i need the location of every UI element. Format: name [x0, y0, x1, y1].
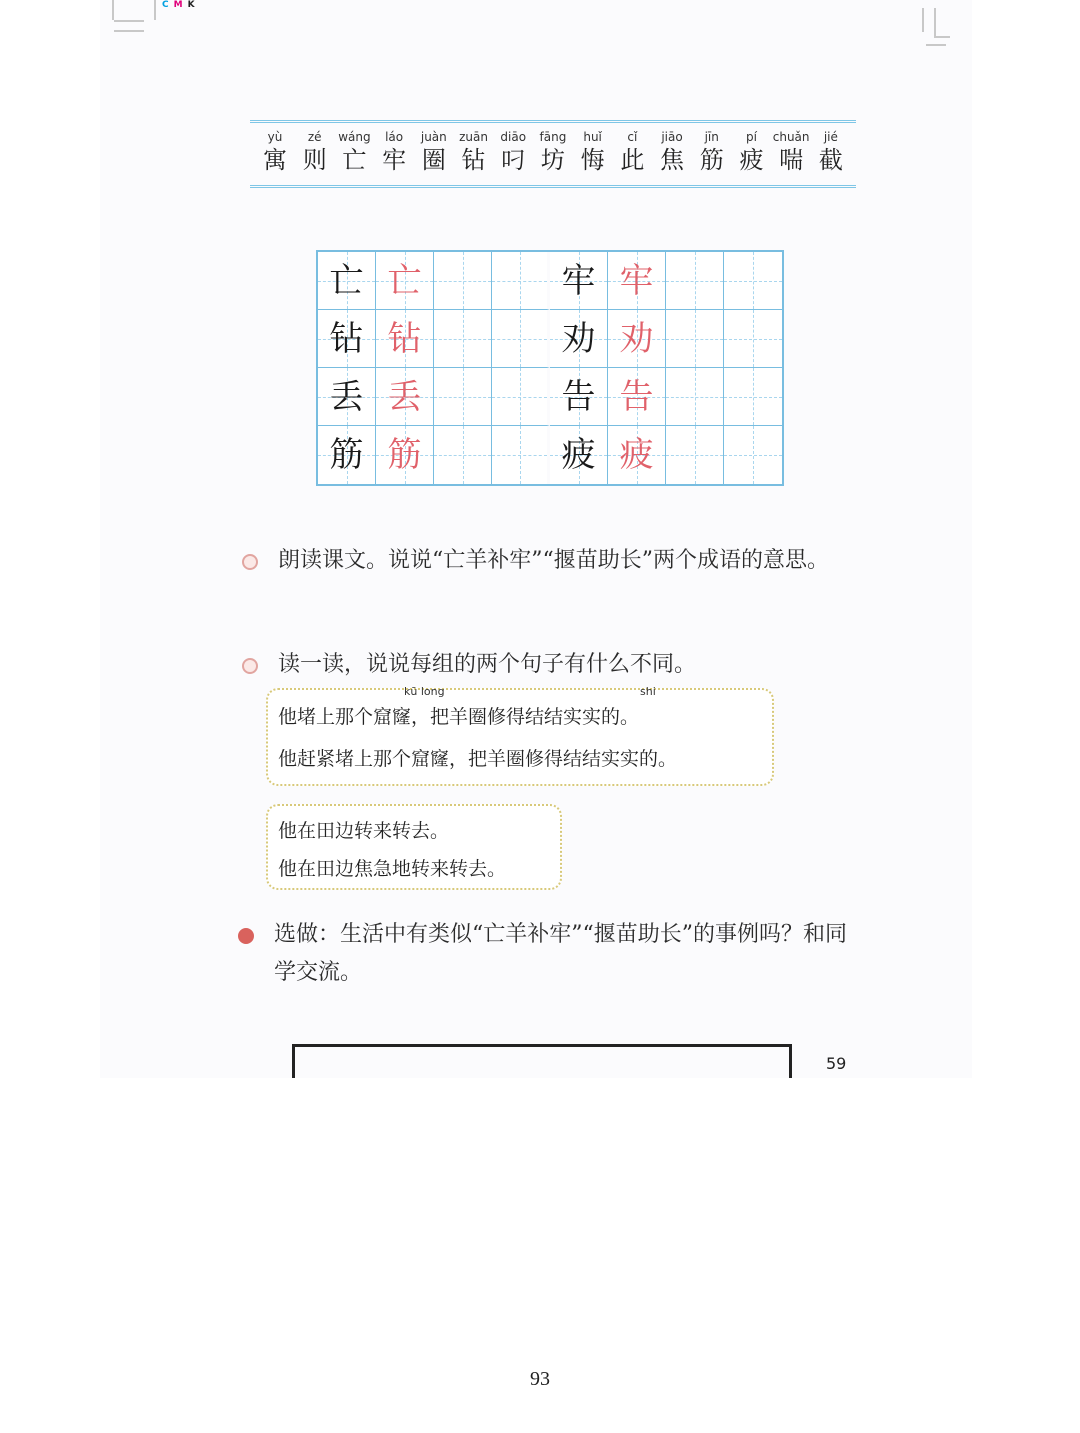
hanzi: 焦 — [660, 146, 685, 174]
pinyin: chuǎn — [772, 130, 810, 144]
hanzi: 坊 — [540, 146, 565, 174]
crop-mark — [934, 8, 936, 38]
hanzi: 疲 — [739, 146, 764, 174]
grid-cell-empty — [666, 310, 724, 368]
vocab-item — [256, 129, 294, 185]
grid-cell-trace: 筋 — [376, 426, 434, 484]
grid-cell-model: 劝 — [550, 310, 608, 368]
sentence-line: 他在田边转来转去。 — [278, 820, 450, 842]
grid-cell-empty — [492, 310, 550, 368]
vocab-item — [772, 129, 810, 185]
pinyin: zé — [307, 130, 322, 144]
character-writing-grid — [316, 250, 784, 486]
crop-mark — [922, 8, 924, 32]
hanzi: 则 — [302, 146, 327, 174]
grid-cell-empty — [666, 252, 724, 310]
question-bullet-icon — [242, 554, 258, 570]
vocab-item — [494, 129, 532, 185]
hanzi: 圈 — [421, 146, 446, 174]
pinyin: cǐ — [627, 130, 638, 144]
hanzi: 悔 — [580, 146, 605, 174]
grid-cell-empty — [724, 426, 782, 484]
grid-cell-empty — [724, 252, 782, 310]
grid-cell-empty — [492, 368, 550, 426]
vocab-item — [415, 129, 453, 185]
grid-cell-empty — [434, 310, 492, 368]
pinyin: yù — [267, 130, 283, 144]
hanzi: 亡 — [342, 146, 367, 174]
page-number: 93 — [530, 1368, 550, 1390]
question-bullet-icon — [242, 658, 258, 674]
vocab-bar — [250, 120, 856, 188]
sentence-line: kū long shi 他堵上那个窟窿，把羊圈修得结结实实的。 — [278, 685, 656, 728]
vocab-item — [693, 129, 731, 185]
question-bullet-icon — [238, 928, 254, 944]
book-page-number: 59 — [826, 1054, 847, 1073]
hanzi: 筋 — [699, 146, 724, 174]
vocab-item — [335, 129, 373, 185]
hanzi: 叼 — [501, 146, 526, 174]
pinyin: huǐ — [583, 130, 602, 144]
grid-cell-empty — [492, 252, 550, 310]
hanzi: 截 — [818, 146, 843, 174]
crop-mark — [936, 36, 950, 38]
hanzi: 喘 — [779, 146, 804, 174]
question-1 — [246, 542, 866, 580]
grid-cell-empty — [434, 426, 492, 484]
grid-cell-empty — [434, 252, 492, 310]
sentence-group-2 — [266, 804, 562, 890]
pinyin: jīn — [704, 130, 719, 144]
grid-cell-model: 筋 — [318, 426, 376, 484]
grid-cell-trace: 疲 — [608, 426, 666, 484]
question-2 — [246, 646, 866, 684]
grid-cell-empty — [666, 426, 724, 484]
grid-cell-empty — [724, 310, 782, 368]
cmyk-registration-mark: CMK — [162, 0, 200, 10]
vocab-item — [534, 129, 572, 185]
grid-cell-model: 亡 — [318, 252, 376, 310]
grid-cell-empty — [434, 368, 492, 426]
pinyin: jiāo — [661, 130, 683, 144]
grid-cell-model: 告 — [550, 368, 608, 426]
grid-cell-model: 丢 — [318, 368, 376, 426]
grid-cell-model: 钻 — [318, 310, 376, 368]
grid-cell-trace: 牢 — [608, 252, 666, 310]
hanzi: 此 — [620, 146, 645, 174]
hanzi: 钻 — [461, 146, 486, 174]
pinyin: diāo — [500, 130, 527, 144]
vocab-item — [613, 129, 651, 185]
grid-cell-empty — [666, 368, 724, 426]
next-section-box — [292, 1044, 792, 1078]
crop-mark — [154, 0, 156, 20]
crop-mark — [114, 20, 144, 22]
grid-cell-trace: 告 — [608, 368, 666, 426]
crop-mark — [114, 30, 144, 32]
pinyin: jié — [823, 130, 838, 144]
pinyin: zuān — [459, 130, 488, 144]
vocab-item — [455, 129, 493, 185]
grid-cell-trace: 亡 — [376, 252, 434, 310]
hanzi: 寓 — [263, 146, 287, 174]
pinyin: wáng — [338, 130, 371, 144]
grid-cell-empty — [724, 368, 782, 426]
grid-cell-trace: 钻 — [376, 310, 434, 368]
sentence-line: 他在田边焦急地转来转去。 — [278, 858, 507, 880]
grid-cell-trace: 丢 — [376, 368, 434, 426]
hanzi: 牢 — [382, 146, 407, 174]
vocab-item — [375, 129, 413, 185]
grid-cell-trace: 劝 — [608, 310, 666, 368]
textbook-page — [100, 0, 972, 1078]
vocab-item — [812, 129, 850, 185]
vocab-item — [574, 129, 612, 185]
pinyin: pí — [745, 130, 757, 144]
grid-cell-model: 疲 — [550, 426, 608, 484]
sentence-line: 他赶紧堵上那个窟窿，把羊圈修得结结实实的。 — [278, 748, 678, 770]
question-text: 读一读，说说每组的两个句子有什么不同。 — [278, 652, 697, 677]
vocab-item — [296, 129, 334, 185]
sentence-group-1 — [266, 685, 774, 786]
grid-cell-empty — [492, 426, 550, 484]
vocab-item — [653, 129, 691, 185]
pinyin: juàn — [420, 130, 447, 144]
question-text: 朗读课文。说说“亡羊补牢”“揠苗助长”两个成语的意思。 — [278, 548, 829, 573]
crop-mark — [926, 44, 946, 46]
question-text: 选做：生活中有类似“亡羊补牢”“揠苗助长”的事例吗？和同学交流。 — [274, 922, 847, 985]
pinyin: fāng — [539, 130, 567, 144]
pinyin-annotation: shi — [640, 685, 656, 698]
grid-cell-model: 牢 — [550, 252, 608, 310]
crop-mark — [112, 0, 114, 20]
question-3-optional — [242, 916, 862, 992]
pinyin: láo — [385, 130, 404, 144]
vocab-item — [732, 129, 770, 185]
pinyin-annotation: kū long — [404, 685, 445, 698]
